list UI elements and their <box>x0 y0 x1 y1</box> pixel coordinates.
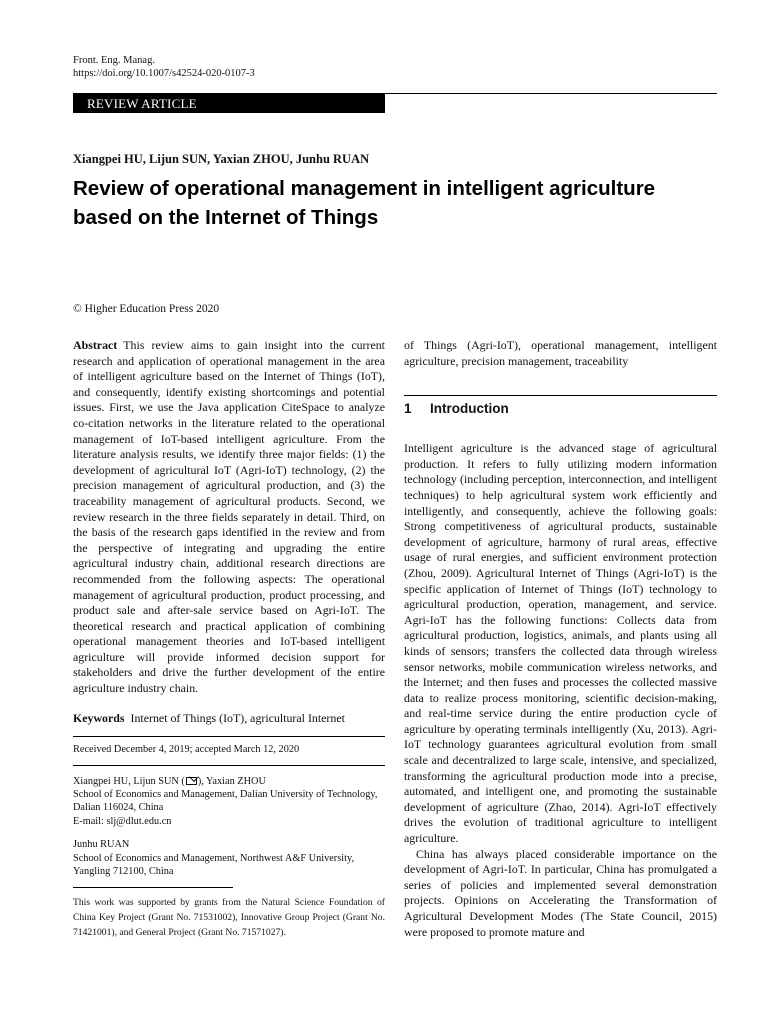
paragraph: China has always placed considerable importance on the development of Agri-IoT. In particular, China has promulgated a series of policies and implemented several demonstration projects. Opinions on Accelerating the Transformation of Agricultural Development Modes (The State Council, 2015) were proposed to promote mature and <box>404 846 717 939</box>
journal-header <box>73 55 255 80</box>
article-type-label: REVIEW ARTICLE <box>73 94 385 113</box>
affiliation-1 <box>73 775 385 829</box>
divider <box>73 765 385 766</box>
copyright-notice: © Higher Education Press 2020 <box>73 303 220 315</box>
divider <box>73 736 385 737</box>
keywords-continued: of Things (Agri-IoT), operational management, intelligent agriculture, precision management, traceability <box>404 338 717 368</box>
affiliation-2-school: School of Economics and Management, Northwest A&F University, Yangling 712100, China <box>73 852 355 878</box>
affiliation-2-name: Junhu RUAN <box>73 839 130 851</box>
author-names-text: Xiangpei HU, Lijun SUN ( <box>73 775 185 787</box>
funding-note: This work was supported by grants from the Natural Science Foundation of China Key Project (Grant No. 71531002), Innovative Group Project (Grant No. 71421001), and General Project (Grant No. 71571027). <box>73 896 385 938</box>
journal-name: Front. Eng. Manag. <box>73 55 155 66</box>
doi-link[interactable]: https://doi.org/10.1007/s42524-020-0107-3 <box>73 67 255 79</box>
affiliation-2 <box>73 838 385 878</box>
envelope-icon <box>186 777 197 785</box>
title-line-2: based on the Internet of Things <box>73 206 379 229</box>
keywords-label: Keywords <box>73 710 125 725</box>
article-type-bar <box>73 93 717 113</box>
author-names-text: ), Yaxian ZHOU <box>197 775 266 787</box>
paragraph: Intelligent agriculture is the advanced stage of agricultural production. It refers to fully utilizing modern information technology (including perception, interconnection, and intelligent techniques) to help agricultural system work efficiently and intelligently, and consequently, achieve the following goals: Strong competitiveness of agricultural products, sustainable development of agriculture, harmony of rural areas, effective usage of rural energies, and sufficient environment protection (Zhou, 2009). Agricultural Internet of Things (Agri-IoT) is the specific application of Internet of Things (IoT) technology to agricultural production, operation, management, and service. Agri-IoT has the following functions: Collects data from agricultural production, logistics, animals, and plants using all kinds of sensors; transfers the collected data through wireless sensor networks, mobile communication wireless networks, and the Internet; and then fuses and processes the collected massive data to realize process monitoring, scientific decision-making, and real-time service during the entire production cycle of agriculture by operating terminals intelligently (Xu, 2013). Agri-IoT technology guarantees agricultural evolution from small scale and decentralized to large scale, intensive, and specialized, transforming the agricultural production mode into a precise, automated, and intelligent one, and promoting the sustainable development of agriculture (Zhao, 2014). Agri-IoT effectively drives the evolution of traditional agriculture to intelligent agriculture. <box>404 441 717 846</box>
corresponding-email[interactable]: E-mail: slj@dlut.edu.cn <box>73 815 172 827</box>
affiliation-1-names <box>73 775 385 788</box>
abstract <box>73 338 385 697</box>
affiliation-1-school: School of Economics and Management, Dalian University of Technology, Dalian 116024, China <box>73 789 378 814</box>
abstract-text: This review aims to gain insight into the current research and application of operational management in the area of intelligent agriculture based on the Internet of Things (IoT), and consequently, identify existing shortcomings and potential issues. First, we use the Java application CiteSpace to analyze co-citation networks in the literature related to the operational management of IoT-based intelligent agriculture. From the literature analysis results, we identify three major fields: (1) the development of agricultural IoT (Agri-IoT) technology, (2) the precision management of agricultural production, and (3) the traceability management of agricultural products. Second, we review research in the three fields separately in detail. Third, on the basis of the research gaps identified in the review and from the perspective of integrating and upgrading the entire agricultural industry chain, additional research directions are recommended from the following aspects: The operational management of agricultural production, product processing, and product sale and after-sale service based on Agri-IoT. The theoretical research and practical application of combining operational management theories and IoT-based intelligent agriculture will provide informed decision support for stakeholders and drive the further development of the entire agriculture industry chain. <box>73 338 385 696</box>
author-list: Xiangpei HU, Lijun SUN, Yaxian ZHOU, Junhu RUAN <box>73 152 370 166</box>
section-number: 1 <box>404 401 412 417</box>
section-title: Introduction <box>430 401 509 417</box>
introduction-body <box>404 441 717 940</box>
abstract-label: Abstract <box>73 338 118 352</box>
received-dates: Received December 4, 2019; accepted March 12, 2020 <box>73 744 300 756</box>
footnote-rule <box>73 887 233 888</box>
keywords <box>73 711 385 727</box>
right-column <box>404 338 717 940</box>
section-heading <box>404 395 717 419</box>
left-column <box>73 338 385 940</box>
keywords-text-part1: Internet of Things (IoT), agricultural Internet <box>130 710 345 725</box>
paper-title <box>73 174 733 232</box>
title-line-1: Review of operational management in intelligent agriculture <box>73 177 656 200</box>
